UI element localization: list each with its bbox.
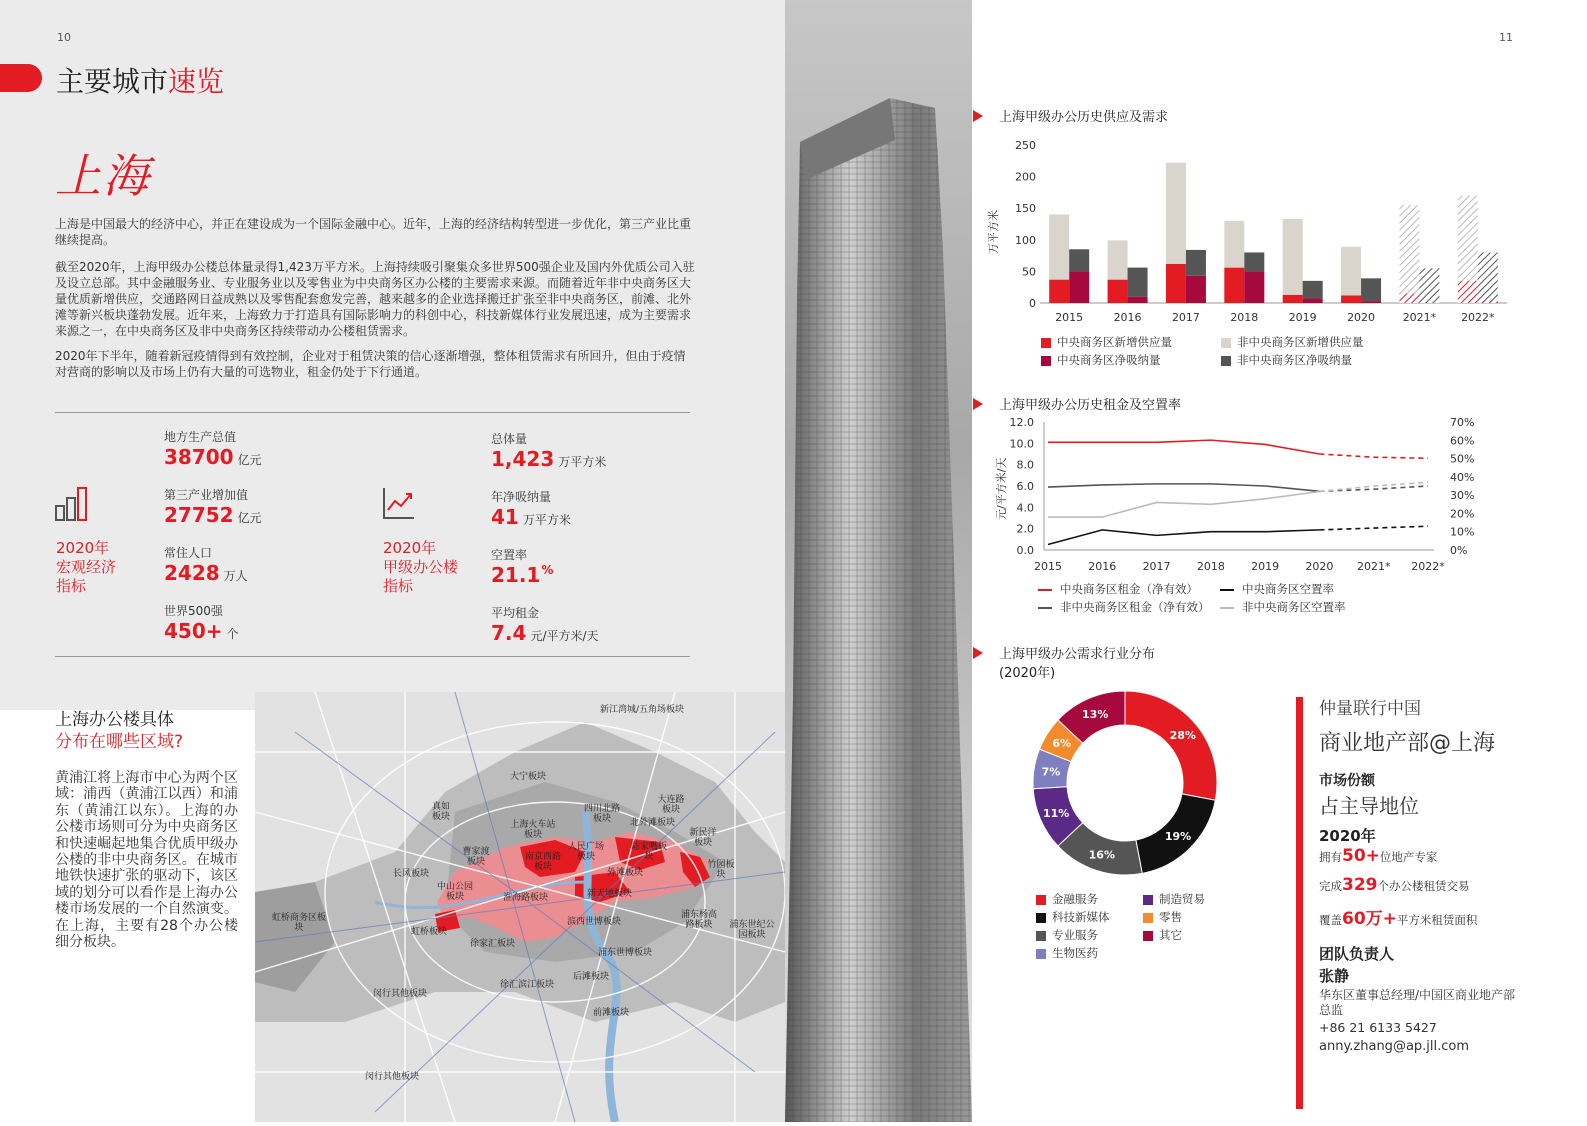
legend-swatch — [1143, 913, 1153, 923]
industry-chart-title: 上海甲级办公需求行业分布 — [999, 647, 1156, 662]
map-label: 中山公园板块 — [436, 882, 473, 902]
kpi-rent — [491, 604, 606, 662]
bar-noncbd-absorption — [1419, 268, 1439, 301]
legend-swatch — [1036, 949, 1046, 959]
y-tick-label: 4.0 — [1016, 501, 1034, 515]
legend-item — [1038, 598, 1220, 616]
x-tick-label: 2018 — [1230, 311, 1259, 324]
kpi-unit: 亿元 — [237, 511, 262, 525]
district-subtitle: 分布在哪些区域? — [55, 732, 184, 752]
divider-top — [55, 412, 690, 413]
legend-swatch — [1143, 931, 1153, 941]
team-lead-name: 张静 — [1319, 967, 1350, 985]
legend-item — [1220, 580, 1334, 598]
kpi-fortune500 — [164, 602, 262, 660]
bar-noncbd-absorption — [1244, 252, 1264, 271]
bar-cbd-absorption — [1419, 302, 1439, 303]
rent-vacancy-chart — [992, 412, 1512, 586]
stat-text: 平方米租赁面积 — [1396, 913, 1478, 927]
bar-noncbd-absorption — [1361, 278, 1381, 301]
legend-label: 中央商务区净吸纳量 — [1057, 353, 1161, 367]
page-number-right: 11 — [1499, 31, 1513, 44]
stat-number: 60万+ — [1342, 909, 1397, 929]
legend-item — [1220, 598, 1346, 616]
bar-cbd-absorption — [1186, 276, 1206, 303]
bar-cbd-supply — [1399, 294, 1419, 303]
kpi-label: 常住人口 — [164, 546, 213, 560]
macro-kpi-list — [164, 428, 262, 660]
stat-text: 位地产专家 — [1379, 850, 1438, 864]
bar-noncbd-absorption — [1186, 250, 1206, 276]
legend-item — [1036, 926, 1143, 944]
industry-chart-subtitle: (2020年) — [999, 666, 1056, 681]
legend-swatch — [1041, 356, 1051, 366]
bar-cbd-absorption — [1128, 297, 1148, 303]
donut-slice — [1125, 691, 1217, 800]
donut-label: 28% — [1169, 729, 1196, 743]
intro-paragraph-2: 截至2020年，上海甲级办公楼总体量录得1,423万平方米。上海持续吸引聚集众多世界500强企业及国内外优质公司入驻及设立总部。其中金融服务业、专业服务业以及零售业为中央商务区办公楼的主要需求来源。而随着近年非中央商务区大量优质新增供应，交通路网日益成熟以及零售配套愈发完善，越来越多的企业选择搬迁扩张至非中央商务区，前滩、北外滩等新兴板块蓬勃发展。近年来，上海致力于打造具有国际影响力的科创中心，科技新媒体行业发展迅速，成为主要需求来源之一，在中央商务区及非中央商务区持续带动办公楼租赁需求。 — [55, 260, 695, 338]
legend-swatch — [1036, 913, 1046, 923]
team-lead-phone: +86 21 6133 5427 — [1319, 1020, 1437, 1035]
bar-noncbd-supply — [1458, 196, 1478, 281]
donut-label: 19% — [1164, 830, 1192, 844]
legend-label: 中央商务区租金（净有效） — [1060, 582, 1198, 596]
bar-noncbd-absorption — [1303, 281, 1323, 299]
market-share-value: 占主导地位 — [1319, 794, 1419, 818]
team-lead-label: 团队负责人 — [1319, 945, 1395, 963]
kpi-label: 空置率 — [491, 548, 528, 562]
legend-item — [1036, 908, 1143, 926]
map-label: 人民广场板块 — [567, 842, 604, 862]
map-label: 淮海路板块 — [503, 893, 549, 903]
kpi-label: 第三产业增加值 — [164, 488, 249, 502]
stat-experts — [1319, 846, 1437, 866]
stat-deals — [1319, 875, 1470, 895]
x-tick-label: 2019 — [1251, 560, 1280, 573]
map-label: 滨西世博板块 — [567, 917, 622, 927]
legend-swatch — [1036, 895, 1046, 905]
map-label: 虹桥板块 — [411, 927, 448, 937]
intro-paragraph-1: 上海是中国最大的经济中心，并正在建设成为一个国际金融中心。近年，上海的经济结构转型进一步优化，第三产业比重继续提高。 — [55, 217, 692, 247]
map-label: 浦东杨高路板块 — [681, 910, 718, 930]
y-tick-label: 12.0 — [1009, 416, 1034, 429]
district-title: 上海办公楼具体 — [55, 710, 174, 730]
stats-year: 2020年 — [1319, 827, 1376, 845]
stat-text: 完成 — [1319, 879, 1342, 893]
bar-noncbd-absorption — [1478, 252, 1498, 299]
kpi-stock — [491, 430, 606, 488]
legend-swatch — [1041, 338, 1051, 348]
line-series — [1048, 484, 1319, 491]
bar-noncbd-supply — [1166, 163, 1186, 264]
legend-item — [1036, 890, 1143, 908]
legend-swatch — [1038, 607, 1052, 609]
donut-label: 11% — [1042, 806, 1070, 820]
city-title: 上海 — [55, 149, 151, 203]
legend-swatch — [1143, 895, 1153, 905]
bar-cbd-absorption — [1478, 300, 1498, 303]
team-lead-email[interactable]: anny.zhang@ap.jll.com — [1319, 1039, 1470, 1054]
legend-label: 非中央商务区净吸纳量 — [1237, 353, 1352, 367]
intro-paragraph-3: 2020年下半年，随着新冠疫情得到有效控制，企业对于租赁决策的信心逐渐增强，整体租赁需求有所回升，但由于疫情对营商的影响以及市场上仍有大量的可选物业，租金仍处于下行通道。 — [55, 349, 686, 379]
y-tick-label: 6.0 — [1016, 480, 1034, 493]
legend-item — [1221, 351, 1352, 369]
kpi-unit: 万平方米 — [558, 455, 607, 469]
chart1-legend — [1041, 333, 1364, 369]
legend-swatch — [1220, 589, 1234, 591]
donut-label: 6% — [1052, 736, 1072, 750]
chart2-ylabel: 元/平方米/天 — [995, 457, 1008, 520]
kpi-unit: 亿元 — [237, 453, 262, 467]
legend-label: 非中央商务区新增供应量 — [1237, 335, 1364, 349]
legend-label: 其它 — [1159, 928, 1182, 942]
legend-swatch — [1220, 607, 1234, 609]
x-tick-label: 2022* — [1461, 311, 1495, 324]
kpi-value: 7.4 — [491, 621, 527, 645]
stat-text: 覆盖 — [1319, 913, 1342, 927]
kpi-absorption — [491, 488, 606, 546]
y-tick-label: 50 — [1022, 265, 1036, 279]
section-title — [56, 60, 224, 100]
bar-cbd-supply — [1224, 268, 1244, 303]
macro-caption — [56, 539, 116, 596]
y2-tick-label: 30% — [1450, 489, 1475, 503]
jll-name: 仲量联行中国 — [1319, 699, 1421, 719]
kpi-unit: 个 — [226, 627, 239, 641]
y2-tick-label: 50% — [1450, 452, 1475, 466]
kpi-vacancy — [491, 546, 606, 604]
legend-label: 科技新媒体 — [1052, 910, 1110, 924]
bar-chart-icon — [55, 486, 89, 526]
legend-label: 中央商务区空置率 — [1242, 582, 1334, 596]
kpi-population — [164, 544, 262, 602]
chart-marker — [973, 110, 983, 122]
chart2-legend — [1038, 580, 1346, 616]
kpi-value: 27752 — [164, 503, 234, 527]
stat-number: 329 — [1342, 875, 1378, 895]
industry-donut-svg — [1030, 688, 1220, 878]
kpi-label: 世界500强 — [164, 604, 223, 618]
map-label: 上海火车站板块 — [510, 820, 556, 840]
map-label: 前滩板块 — [593, 1008, 630, 1018]
bar-noncbd-supply — [1108, 240, 1128, 279]
macro-caption-line: 指标 — [56, 577, 87, 595]
map-label: 新天地板块 — [587, 889, 633, 899]
y2-tick-label: 10% — [1450, 525, 1475, 539]
bar-cbd-supply — [1166, 264, 1186, 303]
donut-label: 16% — [1088, 848, 1115, 862]
x-tick-label: 2015 — [1034, 560, 1062, 573]
legend-label: 金融服务 — [1052, 892, 1098, 906]
kpi-value: 450+ — [164, 619, 223, 643]
x-tick-label: 2018 — [1196, 560, 1225, 573]
industry-donut-chart — [1030, 688, 1220, 882]
kpi-unit: 万平方米 — [522, 513, 571, 527]
legend-label: 非中央商务区租金（净有效） — [1060, 600, 1210, 614]
map-label: 徐汇滨江板块 — [500, 980, 555, 990]
x-tick-label: 2015 — [1055, 311, 1084, 324]
tower-photo — [785, 0, 972, 1122]
legend-label: 中央商务区新增供应量 — [1057, 335, 1172, 349]
map-label: 浦东世纪公园板块 — [729, 920, 775, 940]
kpi-value: 1,423 — [491, 447, 555, 471]
bar-noncbd-supply — [1399, 205, 1419, 293]
chart-marker — [973, 647, 983, 659]
jll-accent-bar — [1296, 697, 1303, 1109]
y2-tick-label: 20% — [1450, 507, 1475, 521]
bar-cbd-absorption — [1244, 271, 1264, 303]
stat-area — [1319, 904, 1477, 929]
x-tick-label: 2017 — [1171, 311, 1200, 324]
legend-item — [1143, 890, 1205, 908]
office-caption-line: 2020年 — [383, 539, 437, 557]
donut-label: 7% — [1041, 765, 1061, 779]
y-tick-label: 250 — [1015, 139, 1036, 152]
supply-demand-chart — [992, 135, 1512, 334]
kpi-value: 41 — [491, 505, 519, 529]
supply-demand-chart-svg — [992, 135, 1512, 330]
y-tick-label: 2.0 — [1016, 522, 1034, 536]
map-label: 外滩板块 — [607, 868, 644, 878]
trend-chart-icon — [382, 486, 416, 524]
district-text: 黄浦江将上海市中心为两个区域：浦西（黄浦江以西）和浦东（黄浦江以东）。上海的办公楼市场则可分为中央商务区和快速崛起地集合优质甲级办公楼的非中央商务区。在城市地铁快速扩张的驱动下，该区域的划分可以看作是上海办公楼市场发展的一个自然演变。在上海，主要有28个办公楼细分板块。 — [55, 770, 238, 951]
bar-noncbd-absorption — [1069, 249, 1089, 271]
bar-cbd-absorption — [1303, 299, 1323, 303]
legend-swatch — [1221, 338, 1231, 348]
kpi-label: 总体量 — [491, 432, 528, 446]
legend-item — [1041, 333, 1221, 351]
x-tick-label: 2016 — [1113, 311, 1142, 324]
legend-item — [1038, 580, 1220, 598]
x-tick-label: 2019 — [1288, 311, 1317, 324]
office-caption — [383, 539, 458, 596]
section-title-main: 主要城市 — [56, 65, 169, 98]
legend-label: 非中央商务区空置率 — [1242, 600, 1346, 614]
legend-item — [1036, 944, 1143, 962]
bar-cbd-supply — [1458, 281, 1478, 303]
bar-cbd-absorption — [1069, 271, 1089, 303]
bar-noncbd-absorption — [1128, 268, 1148, 297]
page-number-left: 10 — [57, 31, 71, 44]
bar-cbd-supply — [1108, 280, 1128, 303]
kpi-label: 平均租金 — [491, 606, 540, 620]
kpi-label: 地方生产总值 — [164, 430, 237, 444]
map-label: 陆家嘴板块 — [631, 842, 668, 862]
map-label: 真如板块 — [431, 802, 450, 822]
kpi-unit: 万人 — [223, 569, 248, 583]
x-tick-label: 2020 — [1305, 560, 1334, 573]
line-series — [1048, 491, 1319, 517]
map-label: 竹园板块 — [707, 860, 735, 880]
legend-item — [1143, 926, 1182, 944]
chart1-ylabel-wrap — [987, 210, 1007, 264]
bar-noncbd-supply — [1283, 219, 1303, 295]
kpi-tertiary — [164, 486, 262, 544]
bar-cbd-supply — [1049, 280, 1069, 303]
map-label: 闵行其他板块 — [373, 989, 428, 999]
map-label: 大宁板块 — [510, 772, 547, 782]
map-label: 浦东世博板块 — [598, 948, 653, 958]
shanghai-office-map — [255, 692, 785, 1122]
bar-noncbd-supply — [1049, 215, 1069, 280]
map-label: 南京西路板块 — [524, 852, 561, 872]
map-label: 后滩板块 — [573, 972, 610, 982]
chart3-legend — [1036, 890, 1205, 962]
legend-label: 零售 — [1159, 910, 1182, 924]
y-tick-label: 100 — [1015, 233, 1036, 247]
map-label: 新江湾城/五角场板块 — [600, 705, 685, 715]
office-caption-line: 甲级办公楼 — [383, 558, 459, 576]
map-graphic — [255, 692, 785, 1122]
team-lead-title: 华东区董事总经理/中国区商业地产部总监 — [1319, 988, 1516, 1017]
legend-swatch — [1038, 589, 1052, 591]
legend-item — [1143, 908, 1182, 926]
line-series-forecast — [1319, 454, 1428, 458]
legend-item — [1041, 351, 1221, 369]
kpi-value: 2428 — [164, 561, 220, 585]
map-label: 四川北路板块 — [583, 804, 620, 824]
stat-text: 拥有 — [1319, 850, 1342, 864]
legend-label: 生物医药 — [1052, 946, 1098, 960]
line-series — [1048, 440, 1319, 454]
bar-noncbd-supply — [1224, 221, 1244, 268]
macro-caption-line: 宏观经济 — [56, 558, 117, 576]
y-tick-label: 8.0 — [1016, 458, 1034, 472]
y2-tick-label: 70% — [1450, 416, 1475, 429]
legend-label: 专业服务 — [1052, 928, 1098, 942]
y2-tick-label: 60% — [1450, 434, 1475, 448]
office-kpi-list — [491, 430, 606, 662]
x-tick-label: 2022* — [1411, 560, 1445, 573]
kpi-value: 38700 — [164, 445, 234, 469]
y2-tick-label: 0% — [1450, 544, 1468, 557]
legend-swatch — [1221, 356, 1231, 366]
jll-dept: 商业地产部@上海 — [1319, 731, 1496, 756]
rent-chart-title: 上海甲级办公历史租金及空置率 — [999, 398, 1182, 413]
y-tick-label: 0.0 — [1016, 544, 1034, 557]
bar-noncbd-supply — [1341, 247, 1361, 296]
map-label: 曹家渡板块 — [462, 847, 490, 867]
bar-cbd-absorption — [1361, 301, 1381, 303]
map-label: 长风板块 — [393, 869, 430, 879]
line-series — [1048, 530, 1319, 545]
x-tick-label: 2020 — [1347, 311, 1376, 324]
chart-marker — [973, 398, 983, 410]
map-label: 新民洋板块 — [689, 828, 717, 848]
x-tick-label: 2016 — [1088, 560, 1117, 573]
supply-chart-title: 上海甲级办公历史供应及需求 — [999, 110, 1169, 125]
map-label: 闵行其他板块 — [365, 1072, 420, 1082]
macro-caption-line: 2020年 — [56, 539, 110, 557]
y-tick-label: 150 — [1015, 202, 1036, 216]
section-marker — [0, 64, 42, 92]
kpi-unit: % — [541, 563, 554, 577]
legend-swatch — [1036, 931, 1046, 941]
map-label: 北外滩板块 — [630, 818, 676, 828]
y-tick-label: 200 — [1015, 170, 1036, 184]
legend-label: 制造贸易 — [1159, 892, 1205, 906]
x-tick-label: 2021* — [1356, 560, 1391, 573]
bar-cbd-supply — [1283, 295, 1303, 303]
section-title-accent: 速览 — [168, 65, 225, 98]
x-tick-label: 2021* — [1402, 311, 1437, 324]
tower-graphic — [785, 0, 972, 1122]
rent-vacancy-chart-svg — [992, 412, 1512, 582]
map-label: 大连路板块 — [657, 795, 685, 815]
market-share-label: 市场份额 — [1319, 773, 1375, 789]
map-label: 虹桥商务区板块 — [271, 913, 326, 933]
donut-label: 13% — [1082, 708, 1109, 722]
x-tick-label: 2017 — [1142, 560, 1171, 573]
line-series-forecast — [1319, 526, 1428, 530]
kpi-label: 年净吸纳量 — [491, 490, 552, 504]
kpi-gdp — [164, 428, 262, 486]
office-caption-line: 指标 — [383, 577, 414, 595]
y-tick-label: 0 — [1029, 297, 1036, 310]
map-label: 徐家汇板块 — [470, 939, 516, 949]
y2-tick-label: 40% — [1450, 470, 1475, 484]
y-tick-label: 10.0 — [1009, 437, 1034, 451]
stat-text: 个办公楼租赁交易 — [1377, 879, 1470, 893]
chart1-ylabel: 万平方米 — [987, 210, 1000, 254]
stat-number: 50+ — [1342, 846, 1380, 866]
kpi-value: 21.1 — [491, 563, 541, 587]
bar-cbd-supply — [1341, 295, 1361, 303]
kpi-unit: 元/平方米/天 — [530, 629, 599, 643]
legend-item — [1221, 333, 1364, 351]
